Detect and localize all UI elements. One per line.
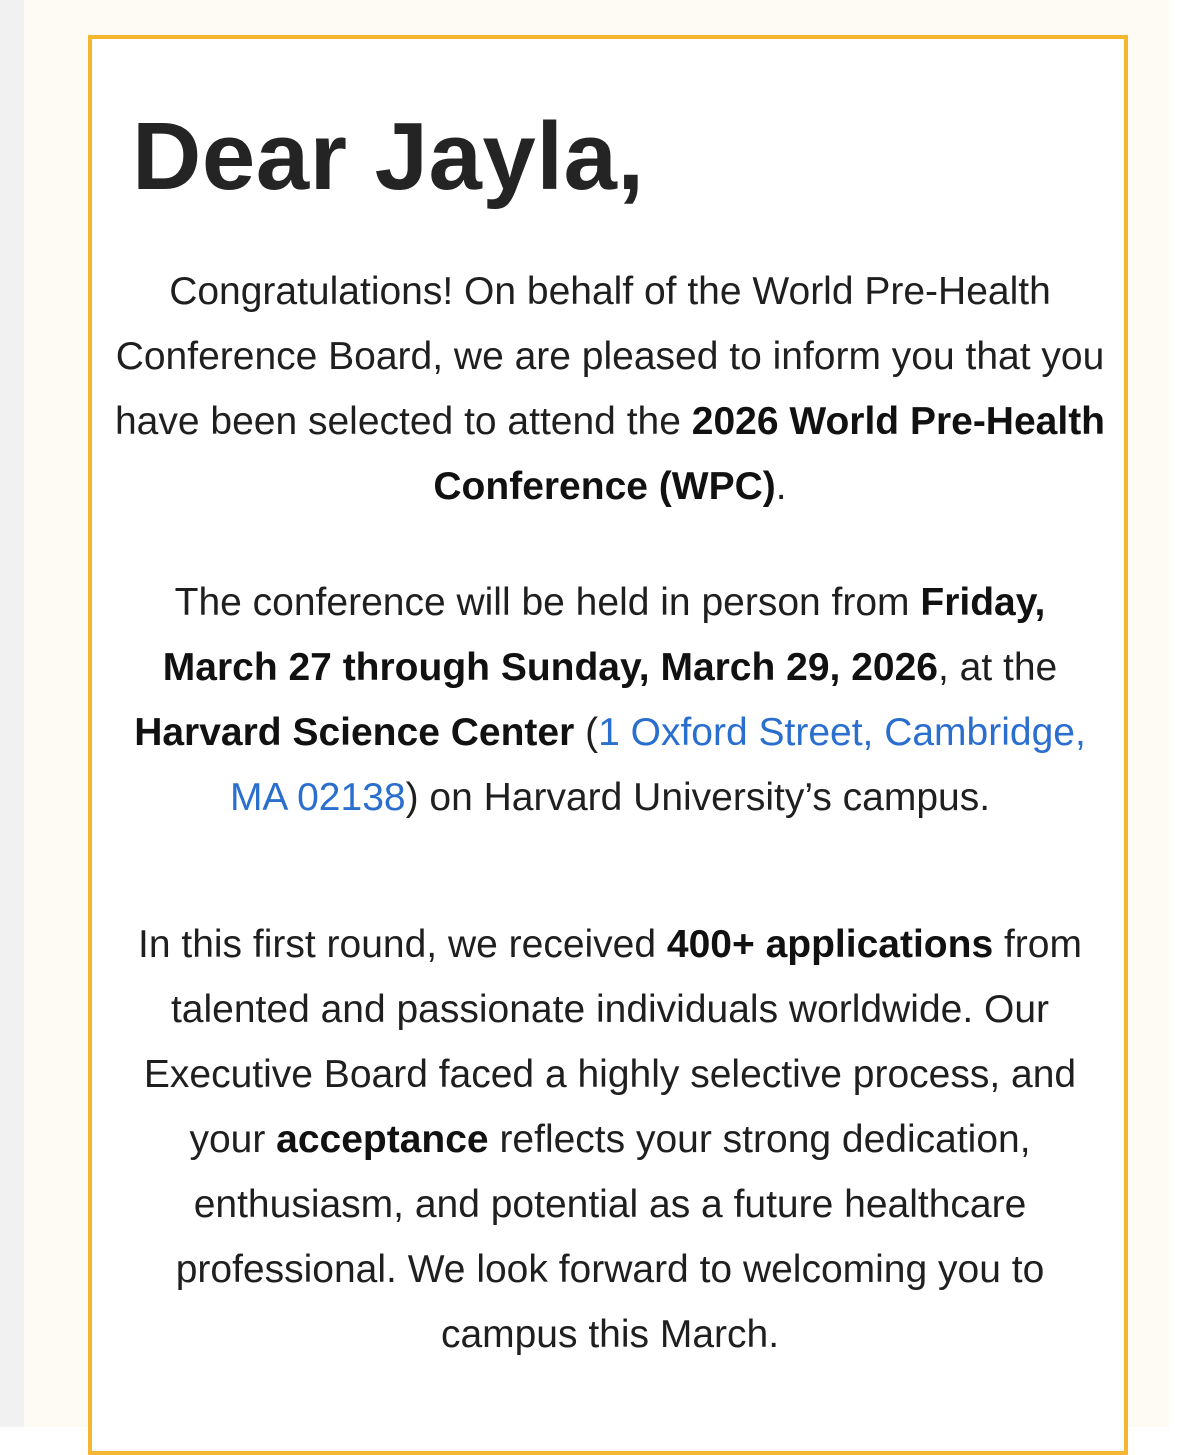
greeting-heading: Dear Jayla, xyxy=(132,103,645,210)
p2-text-c: ( xyxy=(574,711,599,754)
p3-text-a: In this first round, we received xyxy=(138,923,667,966)
p1-text-a: Congratulations! On behalf of the World Pre-Health Conference Board, we are pleased to inform you that you have been selected to attend the xyxy=(114,270,1105,443)
conference-dates: Friday, March 27 through Sunday, March 29, 2026 xyxy=(162,581,1046,689)
p2-text-a: The conference will be held in person from xyxy=(174,581,921,624)
venue-name: Harvard Science Center xyxy=(134,711,575,754)
p2-text-d: ) on Harvard University’s campus. xyxy=(405,776,991,819)
address-link[interactable]: 1 Oxford Street, Cambridge, MA 02138 xyxy=(229,711,1086,819)
conference-details-paragraph xyxy=(112,570,1108,830)
application-count: 400+ applications xyxy=(666,923,994,966)
congratulations-paragraph xyxy=(112,259,1108,519)
event-name: 2026 World Pre-Health Conference (WPC) xyxy=(433,400,1106,508)
acceptance-word: acceptance xyxy=(276,1118,489,1161)
left-gutter xyxy=(0,0,24,1427)
p3-text-c: reflects your strong dedication, enthusiasm, and potential as a future healthcare professional. We look forward to welcoming you to campus this March. xyxy=(175,1118,1045,1356)
letter-card xyxy=(88,35,1128,1455)
p2-text-b: , at the xyxy=(937,646,1058,689)
p1-text-b: . xyxy=(775,465,787,508)
selection-paragraph xyxy=(112,912,1108,1367)
p3-text-b: from talented and passionate individuals worldwide. Our Executive Board faced a highly selective process, and your xyxy=(143,923,1082,1161)
